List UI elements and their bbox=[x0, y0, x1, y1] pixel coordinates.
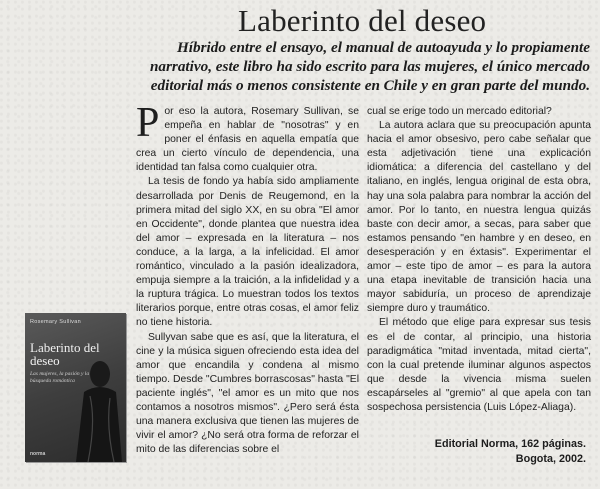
book-cover-publisher-logo: norma bbox=[30, 451, 46, 457]
article-title: Laberinto del deseo bbox=[238, 3, 487, 38]
article-column-1 bbox=[136, 100, 360, 457]
paragraph-5: El método que elige para expresar sus tesis es el de contar, al principio, una historia paradigmática "mitad inventada, mitad cierta", con la cual pretende iluminar algunos aspectos que desde la vivencia misma suelen escapárseles al "gremio" al que apela con tan sospechosa persistencia (Luis López-Aliaga). bbox=[367, 317, 591, 413]
paragraph-1-text: or eso la autora, Rosemary Sullivan, se empeña en hablar de "nosotras" y en poner el énfasis en aquella empatía que crea un cierto vínculo de dependencia, una identidad tan falsa como cualquier otra. bbox=[136, 106, 359, 174]
book-cover-figure-illustration bbox=[66, 352, 126, 462]
paragraph-4: La autora aclara que su preocupación apunta hacia el amor obsesivo, pero cabe señalar que esta adjetivación tiene una explicación idiomática: a diferencia del castellano y del italiano, en inglés, lengua original de esta obra, hay una sola palabra para nombrar la acción del amor. Por lo tanto, en nuestra lengua quizás baste con decir amor, a secas, para saber que estamos pensando "en hambre y en deseo, en desesperación y en éxtasis". Experimentar el amor – este tipo de amor – es para la autora una etapa inevitable de transición hacia una mayor sabiduría, un proceso de aprendizaje siempre duro y traumático. bbox=[367, 120, 591, 315]
paragraph-2: La tesis de fondo ya había sido ampliamente desarrollada por Denis de Reugemond, en la primera mitad del siglo XX, en su obra "El amor en Occidente", donde plantea que nuestra idea del amor – expresada en la literatura – nos conduce, a la larga, a la infelicidad. El amor romántico, vinculado a la pasión idealizadora, empuja siempre a la traición, a la infidelidad y a la ruptura trágica. Lo muestran todos los textos literarios porque, entre otras cosas, el amor feliz no tiene historia. bbox=[136, 176, 359, 329]
paragraph-3: Sullyvan sabe que es así, que la literatura, el cine y la música siguen ofreciendo esta idea del amor que encandila y condena al mismo tiempo. Desde "Cumbres borrascosas" hasta "El paciente inglés", "el amor es un mito que nos contamos a nosotros mismos". ¿Pero será ésta una manera exclusiva que tienen las mujeres de vivir el amor? ¿No será otra forma de reforzar el mito de las diferencias sobre el bbox=[136, 331, 360, 456]
credit-publisher: Editorial Norma, 162 páginas. bbox=[434, 438, 586, 450]
publication-credit bbox=[435, 437, 586, 466]
article-dek: Híbrido entre el ensayo, el manual de autoayuda y lo propiamente narrativo, este libro ha sido escrito para las mujeres, el único mercado editorial más o menos consistente en Chile y en gran parte del mundo. bbox=[149, 39, 590, 94]
paragraph-1 bbox=[136, 100, 359, 175]
book-cover-title: Laberinto del deseo bbox=[30, 340, 100, 368]
article-column-2 bbox=[367, 105, 591, 415]
book-cover-image bbox=[25, 313, 126, 462]
drop-cap: P bbox=[136, 100, 160, 146]
book-cover-author: Rosemary Sullivan bbox=[30, 319, 81, 325]
book-cover-subtitle: Las mujeres, la pasión y la búsqueda romántica bbox=[30, 371, 90, 384]
paragraph-3-continued: cual se erige todo un mercado editorial? bbox=[367, 106, 552, 117]
credit-place-year: Bogota, 2002. bbox=[515, 452, 586, 465]
